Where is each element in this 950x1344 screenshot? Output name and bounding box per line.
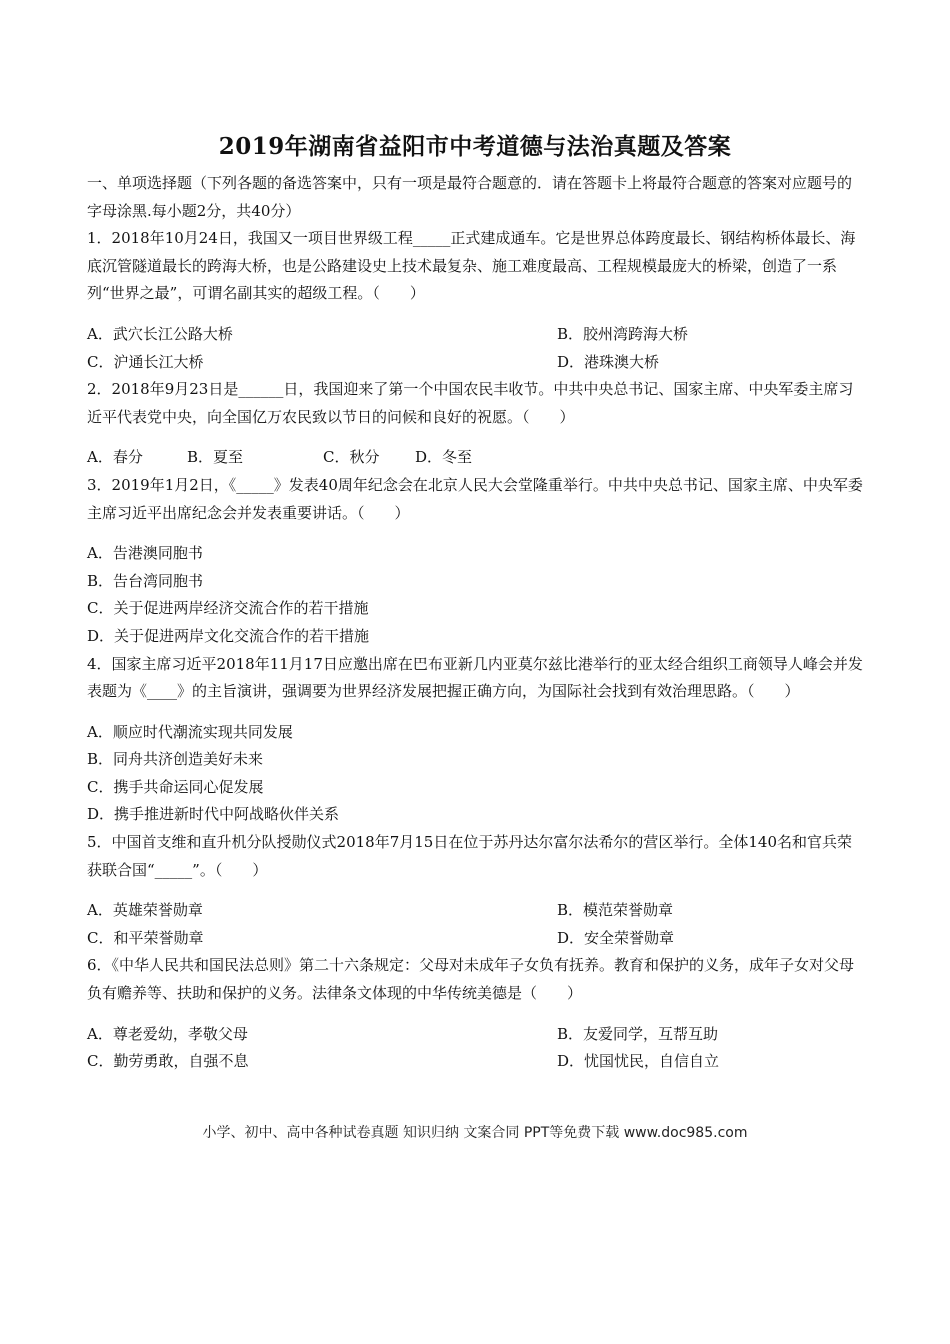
option-d: D．安全荣誉勋章 [557,928,675,947]
option-a: A．武穴长江公路大桥 [87,324,233,343]
option-d: D．冬至 [415,448,473,467]
question-1-stem: 1．2018年10月24日，我国又一项目世界级工程_____正式建成通车。它是世界总体跨度最长、钢结构桥体最长、海底沉管隧道最长的跨海大桥，也是公路建设史上技术最复杂、施工难度最高、工程规模最庞大的桥梁，创造了一系列“世界之最”，可谓名副其实的超级工程。（ ） [87,229,856,303]
option-a: A．尊老爱幼，孝敬父母 [87,1024,248,1043]
question-6-stem: 6．《中华人民共和国民法总则》第二十六条规定：父母对未成年子女负有抚养。教育和保护的义务，成年子女对父母负有赡养等、扶助和保护的义务。法律条文体现的中华传统美德是（ ） [87,956,855,1003]
option-b: B．友爱同学，互帮互助 [557,1024,719,1043]
option-a: A．顺应时代潮流实现共同发展 [87,722,293,741]
option-c: C．秋分 [323,448,380,467]
option-c: C．和平荣誉勋章 [87,928,204,947]
question-5-stem: 5．中国首支维和直升机分队授勋仪式2018年7月15日在位于苏丹达尔富尔法希尔的营区举行。全体140名和官兵荣获联合国“_____”。（ ） [87,833,852,879]
question-5-options-row1 [87,897,863,925]
question-6-options-row2 [87,1048,863,1076]
question-1-options-row2 [87,349,863,377]
question-5-options-row2 [87,925,863,953]
document-title: 2019年湖南省益阳市中考道德与法治真题及答案 [218,133,732,160]
option-b: B．同舟共济创造美好未来 [87,750,264,769]
question-2-options [87,444,863,472]
option-c: C．关于促进两岸经济交流合作的若干措施 [87,599,369,618]
option-b: B．夏至 [187,448,244,467]
option-b: B．告台湾同胞书 [87,571,204,590]
option-c: C．携手共命运同心促发展 [87,777,264,796]
option-c: C．沪通长江大桥 [87,352,204,371]
question-2-stem: 2．2018年9月23日是______日，我国迎来了第一个中国农民丰收节。中共中央总书记、国家主席、中央军委主席习近平代表党中央，向全国亿万农民致以节日的问候和良好的祝愿。（ ） [87,380,854,426]
page-footer: 小学、初中、高中各种试卷真题 知识归纳 文案合同 PPT等免费下载 www.doc985.com [202,1125,748,1141]
question-1-options-row1 [87,321,863,349]
option-d: D．港珠澳大桥 [557,352,660,371]
question-4-stem: 4．国家主席习近平2018年11月17日应邀出席在巴布亚新几内亚莫尔兹比港举行的亚太经合组织工商领导人峰会并发表题为《____》的主旨演讲，强调要为世界经济发展把握正确方向，为国际社会找到有效治理思路。（ ） [87,654,863,701]
exam-content [87,170,863,1076]
question-3-stem: 3．2019年1月2日，《_____》发表40周年纪念会在北京人民大会堂隆重举行。中共中央总书记、国家主席、中央军委主席习近平出席纪念会并发表重要讲话。（ ） [87,475,863,522]
section-heading: 一、单项选择题（下列各题的备选答案中，只有一项是最符合题意的．请在答题卡上将最符合题意的答案对应题号的字母涂黑.每小题2分，共40分） [87,174,853,220]
option-a: A．春分 [87,448,143,467]
option-c: C．勤劳勇敢，自强不息 [87,1052,249,1071]
option-d: D．携手推进新时代中阿战略伙伴关系 [87,805,340,824]
option-a: A．英雄荣誉勋章 [87,901,203,920]
option-b: B．胶州湾跨海大桥 [557,324,689,343]
option-d: D．忧国忧民，自信自立 [557,1052,720,1071]
option-a: A．告港澳同胞书 [87,544,203,563]
option-d: D．关于促进两岸文化交流合作的若干措施 [87,626,370,645]
option-b: B．模范荣誉勋章 [557,901,674,920]
question-6-options-row1 [87,1021,863,1049]
